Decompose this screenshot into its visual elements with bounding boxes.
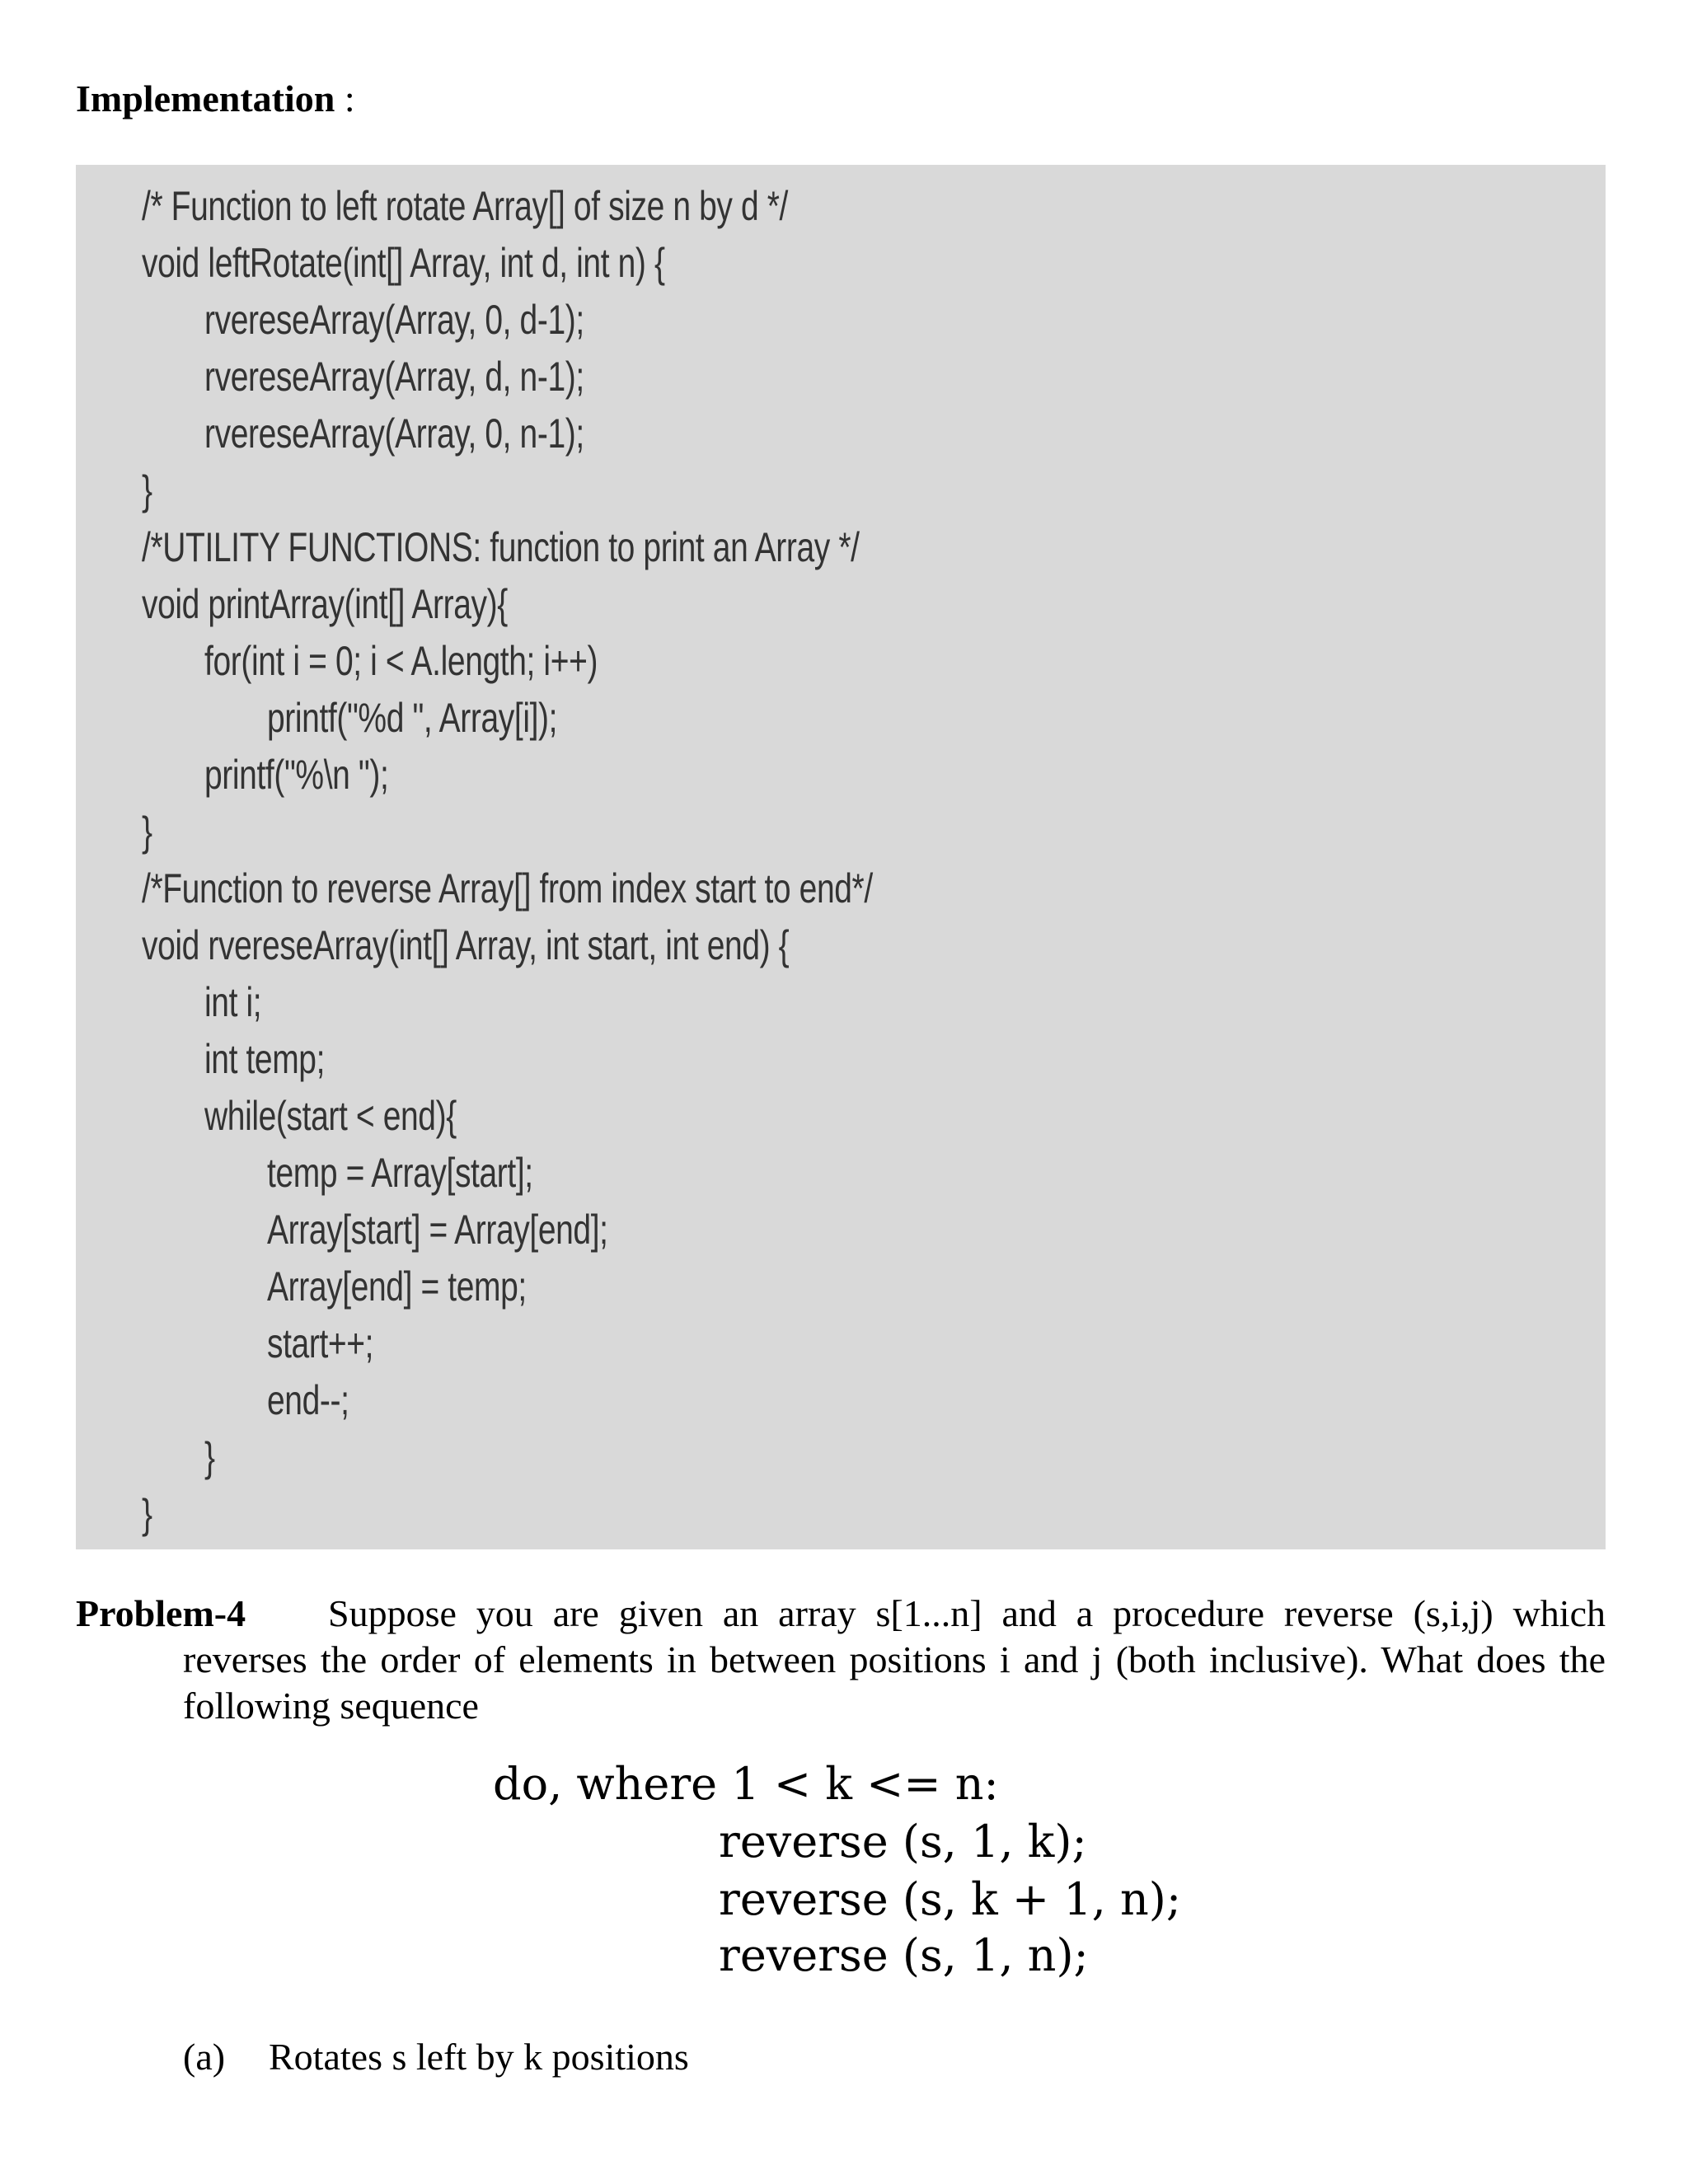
- code-line: for(int i = 0; i < A.length; i++): [204, 638, 598, 684]
- option-a-text: Rotates s left by k positions: [269, 2036, 689, 2078]
- code-line: temp = Array[start];: [267, 1150, 533, 1196]
- code-line: }: [142, 1491, 152, 1537]
- code-line: int temp;: [204, 1036, 326, 1082]
- code-line: start++;: [267, 1320, 374, 1366]
- section-heading: [76, 73, 355, 125]
- code-line: /* Function to left rotate Array[] of size n by d */: [142, 183, 788, 229]
- code-line: void printArray(int[] Array){: [142, 581, 508, 627]
- sequence-intro: do, where 1 < k <= n:: [493, 1758, 999, 1810]
- code-line: rvereseArray(Array, 0, d-1);: [204, 297, 584, 343]
- option-a-label: (a): [183, 2036, 226, 2078]
- problem-label: Problem-4: [76, 1592, 246, 1634]
- code-line: rvereseArray(Array, 0, n-1);: [204, 410, 584, 457]
- problem-text: Suppose you are given an array s[1...n] and a procedure reverse (s,i,j) which reverses the order of elements in between positions i and j (both inclusive). What does the following sequence: [183, 1592, 1606, 1727]
- sequence-line: reverse (s, 1, k);: [719, 1816, 1087, 1868]
- sequence-line: reverse (s, k + 1, n);: [719, 1873, 1182, 1925]
- code-line: }: [142, 467, 152, 513]
- code-line: end--;: [267, 1377, 349, 1423]
- code-line: while(start < end){: [204, 1093, 457, 1139]
- section-heading-suffix: :: [344, 77, 355, 120]
- code-line: int i;: [204, 979, 262, 1025]
- code-line: Array[start] = Array[end];: [267, 1207, 608, 1253]
- section-heading-label: Implementation: [76, 77, 335, 120]
- code-line: void leftRotate(int[] Array, int d, int n) {: [142, 240, 665, 286]
- code-line: Array[end] = temp;: [267, 1263, 527, 1310]
- code-line: void rvereseArray(int[] Array, int start, int end) {: [142, 922, 790, 968]
- code-line: }: [204, 1434, 215, 1480]
- code-line: printf("%\n ");: [204, 752, 389, 798]
- code-line: rvereseArray(Array, d, n-1);: [204, 354, 584, 400]
- code-line: }: [142, 808, 152, 855]
- sequence-line: reverse (s, 1, n);: [719, 1929, 1089, 1981]
- code-line: /*UTILITY FUNCTIONS: function to print an Array */: [142, 524, 860, 570]
- code-line: printf("%d ", Array[i]);: [267, 695, 558, 741]
- code-line: /*Function to reverse Array[] from index start to end*/: [142, 865, 873, 912]
- option-a: [183, 2034, 689, 2080]
- code-block: [76, 165, 1606, 1549]
